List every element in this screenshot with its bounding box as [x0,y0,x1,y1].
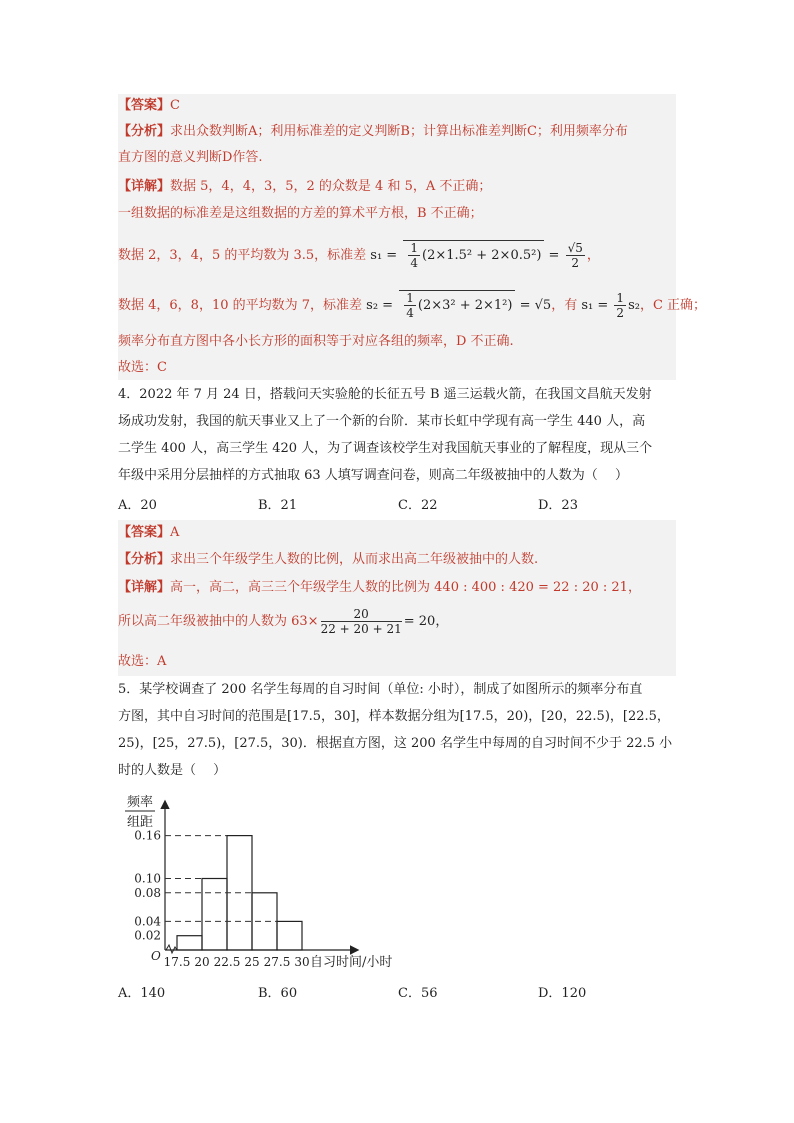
x-axis-label: 自习时间/小时 [310,955,393,970]
q3-detail-line3: 数据 2，3，4，5 的平均数为 3.5，标准差 s₁ = $\frac{1}{4}$ (2×1.5² + 2×0.5²) = $\frac{√5}{2}$ ， [118,241,600,270]
q4-option-b: B．21 [258,498,298,513]
q5-option-c: C．56 [398,986,438,1001]
q4-option-a: A．20 [118,498,157,513]
y-axis-label-top: 频率 [127,795,154,810]
q3-detail-line5: 频率分布直方图中各小长方形的面积等于对应各组的频率，D 不正确. [118,334,514,349]
x-tick-label: 25 [244,955,260,969]
q5-line3: 25)，[25，27.5)，[27.5，30)．根据直方图，这 200 名学生中每周的自习时间不少于 22.5 小 [118,736,673,751]
sqrt-expression: $\frac{1}{4}$ (2×1.5² + 2×0.5²) [403,240,544,271]
q3-choose: 故选：C [118,360,167,375]
q5-line4: 时的人数是（ ） [118,763,227,778]
frequency-histogram [115,788,435,978]
q4-detail-line2: 所以高二年级被抽中的人数为 63× $\frac{20}{22 + 20 + 21}$ = 20， [118,607,449,636]
q3-analysis-line2: 直方图的意义判断D作答. [118,150,263,165]
origin-label: O [151,949,161,963]
q5-option-d: D．120 [538,986,587,1001]
q5-option-b: B．60 [258,986,298,1001]
axis-break-mark [166,945,177,953]
q5-option-a: A．140 [118,986,166,1001]
q5-line2: 方图，其中自习时间的范围是[17.5，30]，样本数据分组为[17.5，20)，[20，22.5)，[22.5， [118,709,670,724]
y-tick-label: 0.02 [134,928,161,943]
q4-option-d: D．23 [538,498,578,513]
q4-choose: 故选：A [118,654,167,669]
q3-detail-line2: 一组数据的标准差是这组数据的方差的算术平方根，B 不正确； [118,206,483,221]
histogram-bar [202,879,227,951]
q4-analysis-line: 【分析】求出三个年级学生人数的比例，从而求出高二年级被抽中的人数. [118,552,539,567]
q3-analysis-line1: 【分析】求出众数判断A；利用标准差的定义判断B；计算出标准差判断C；利用频率分布 [118,124,628,139]
q4-line3: 二学生 400 人，高三学生 420 人，为了调查该校学生对我国航天事业的了解程度，现从三个 [118,441,653,456]
q4-detail-line1: 【详解】高一，高二，高三三个年级学生人数的比例为 440 : 400 : 420 = 22 : 20 : 21， [118,580,641,595]
q3-detail-line4: 数据 4，6，8，10 的平均数为 7，标准差 s₂ = $\frac{1}{4}$ (2×3² + 2×1²) = √5，有 s₁ = $\frac{1}{2}$ s₂，C 正确； [118,291,707,320]
q4-answer-block [118,520,676,676]
q4-answer-line: 【答案】A [118,525,180,540]
x-tick-label: 22.5 [213,955,241,969]
histogram-bar [277,921,302,950]
y-tick-label: 0.16 [134,828,161,843]
q3-detail-line1: 【详解】数据 5，4，4，3，5，2 的众数是 4 和 5，A 不正确； [118,179,492,194]
y-tick-label: 0.04 [134,914,161,929]
q4-line1: 4．2022 年 7 月 24 日，搭载问天实验舱的长征五号 B 遥三运载火箭，在我国文昌航天发射 [118,387,652,402]
x-tick-label: 27.5 [263,955,291,969]
q4-option-c: C．22 [398,498,438,513]
histogram-bar [177,936,202,950]
q5-line1: 5．某学校调查了 200 名学生每周的自习时间（单位: 小时），制成了如图所示的频率分布直 [118,682,643,697]
y-tick-label: 0.10 [134,871,161,886]
x-tick-label: 30 [294,955,310,969]
y-tick-label: 0.08 [134,885,161,900]
x-tick-label: 17.5 [163,955,191,969]
x-tick-label: 20 [194,955,210,969]
q4-line2: 场成功发射，我国的航天事业又上了一个新的台阶．某市长虹中学现有高一学生 440 人，高 [118,414,646,429]
q4-line4: 年级中采用分层抽样的方式抽取 63 人填写调查问卷，则高二年级被抽中的人数为（ ） [118,468,628,483]
q3-answer-line: 【答案】C [118,98,180,113]
y-axis-label-bottom: 组距 [127,815,154,830]
